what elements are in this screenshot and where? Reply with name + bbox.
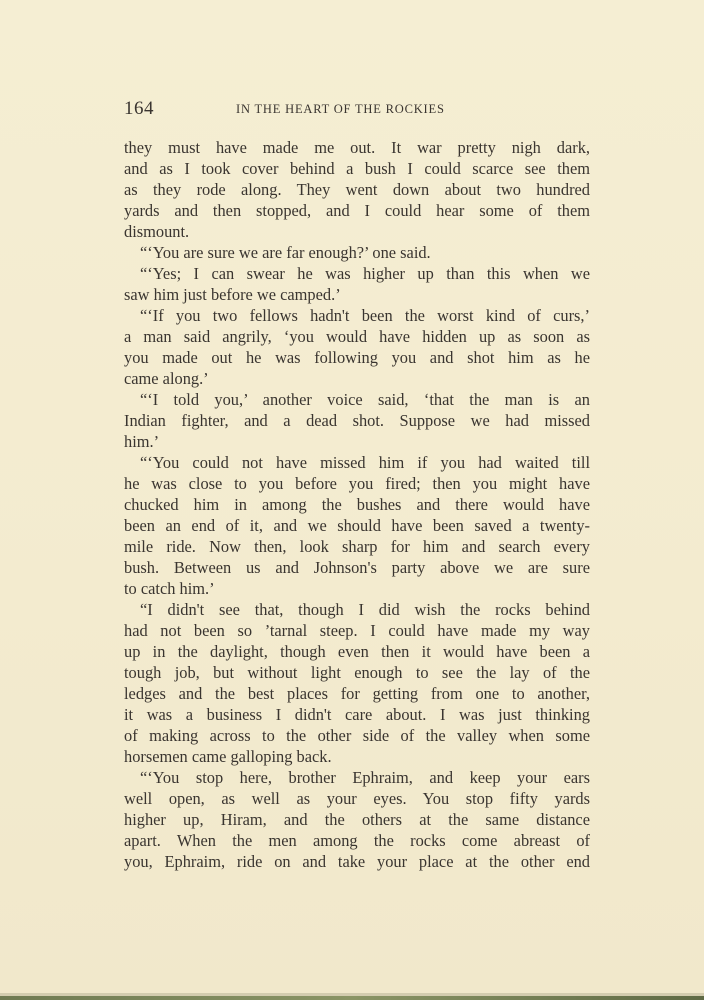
page-bottom-edge	[0, 996, 704, 1000]
text-line: bush. Between us and Johnson's party above we are sure	[124, 558, 590, 577]
body-text	[124, 137, 590, 872]
text-line: Indian fighter, and a dead shot. Suppose we had missed	[124, 411, 590, 430]
running-head: IN THE HEART OF THE ROCKIES	[236, 102, 445, 116]
text-line: he was close to you before you fired; then you might have	[124, 474, 590, 493]
page-number: 164	[124, 98, 154, 119]
text-line: higher up, Hiram, and the others at the same distance	[124, 810, 590, 829]
text-line: saw him just before we camped.’	[124, 285, 341, 304]
text-line: as they rode along. They went down about two hundred	[124, 180, 590, 199]
text-line: “I didn't see that, though I did wish the rocks behind	[140, 600, 590, 619]
page-header	[124, 98, 590, 122]
text-line: dismount.	[124, 222, 190, 241]
text-line: “‘Yes; I can swear he was higher up than this when we	[140, 264, 590, 283]
text-line: “‘You stop here, brother Ephraim, and keep your ears	[140, 768, 590, 787]
text-line: came along.’	[124, 369, 209, 388]
text-line: chucked him in among the bushes and there would have	[124, 495, 590, 514]
text-line: well open, as well as your eyes. You stop fifty yards	[124, 789, 590, 808]
text-line: to catch him.’	[124, 579, 215, 598]
text-line: they must have made me out. It war pretty nigh dark,	[124, 138, 590, 157]
text-line: apart. When the men among the rocks come abreast of	[124, 831, 590, 850]
text-line: yards and then stopped, and I could hear some of them	[124, 201, 590, 220]
text-line: had not been so ’tarnal steep. I could have made my way	[124, 621, 590, 640]
text-line: tough job, but without light enough to see the lay of the	[124, 663, 590, 682]
text-line: “‘If you two fellows hadn't been the worst kind of curs,’	[140, 306, 590, 325]
text-line: him.’	[124, 432, 160, 451]
text-line: you, Ephraim, ride on and take your place at the other end	[124, 852, 590, 871]
text-line: “‘I told you,’ another voice said, ‘that the man is an	[140, 390, 590, 409]
text-line: of making across to the other side of the valley when some	[124, 726, 590, 745]
text-line: horsemen came galloping back.	[124, 747, 332, 766]
text-line: been an end of it, and we should have been saved a twenty-	[124, 516, 590, 535]
text-line: mile ride. Now then, look sharp for him and search every	[124, 537, 590, 556]
text-line: up in the daylight, though even then it would have been a	[124, 642, 590, 661]
text-line: it was a business I didn't care about. I was just thinking	[124, 705, 590, 724]
text-line: “‘You could not have missed him if you had waited till	[140, 453, 590, 472]
text-line: ledges and the best places for getting from one to another,	[124, 684, 590, 703]
text-line: you made out he was following you and shot him as he	[124, 348, 590, 367]
text-line: a man said angrily, ‘you would have hidden up as soon as	[124, 327, 590, 346]
text-line: and as I took cover behind a bush I could scarce see them	[124, 159, 590, 178]
text-line: “‘You are sure we are far enough?’ one said.	[140, 243, 431, 262]
